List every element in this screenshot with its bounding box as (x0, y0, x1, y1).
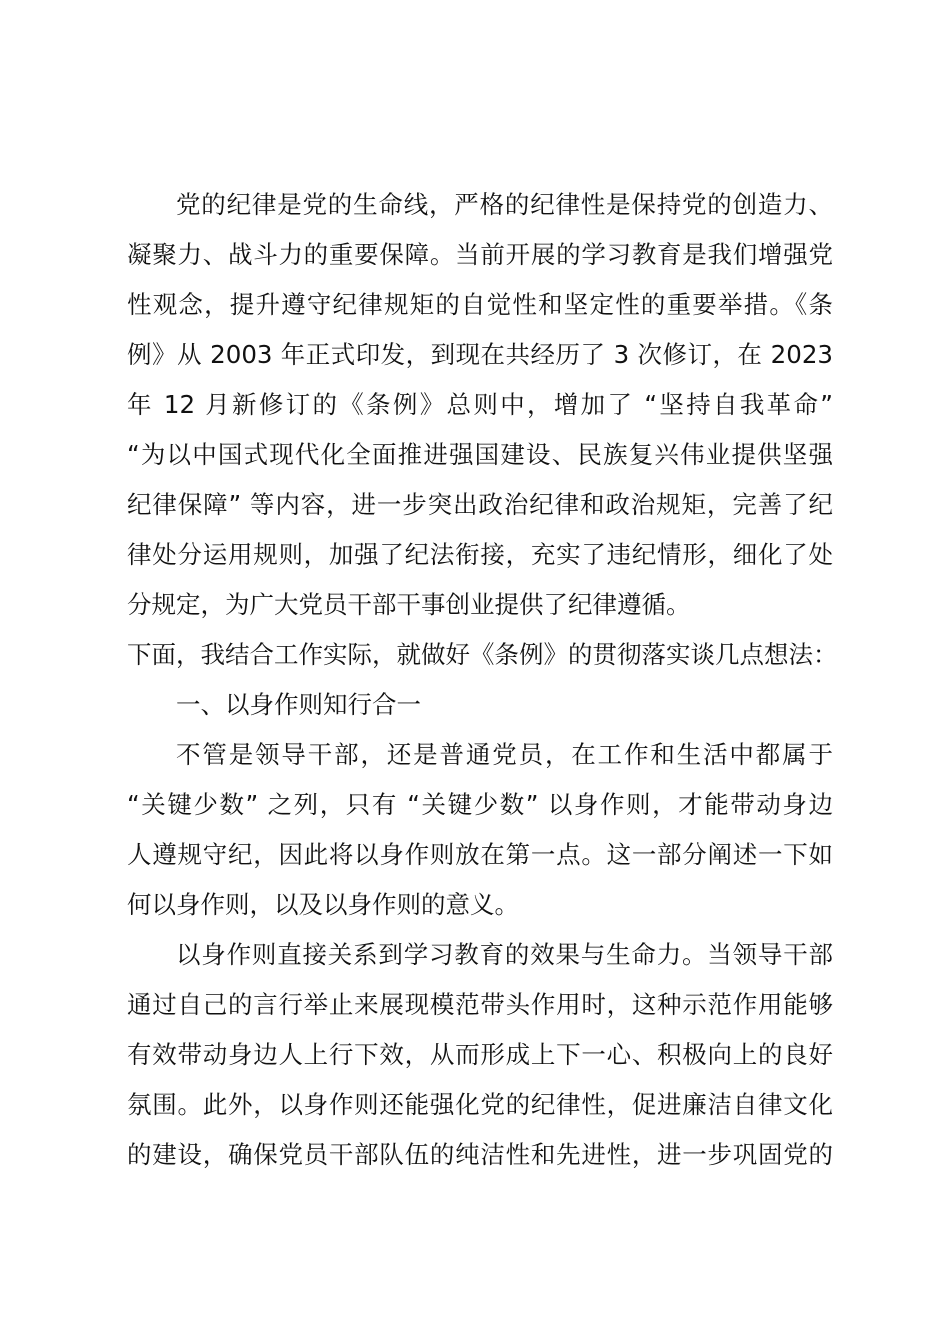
paragraph-line: 年 12 月新修订的《条例》总则中，增加了 “坚持自我革命” (127, 390, 833, 419)
paragraph-line: 党的纪律是党的生命线，严格的纪律性是保持党的创造力、 (176, 190, 833, 219)
paragraph-line: 的建设，确保党员干部队伍的纯洁性和先进性，进一步巩固党的 (127, 1140, 833, 1169)
paragraph-line: 例》从 2003 年正式印发，到现在共经历了 3 次修订，在 2023 (127, 340, 833, 369)
section-heading: 一、以身作则知行合一 (176, 690, 421, 719)
paragraph-line: 何以身作则，以及以身作则的意义。 (127, 890, 519, 919)
paragraph-line: “为以中国式现代化全面推进强国建设、民族复兴伟业提供坚强 (127, 440, 833, 469)
paragraph-line: “关键少数” 之列，只有 “关键少数” 以身作则，才能带动身边 (127, 790, 833, 819)
paragraph-line: 有效带动身边人上行下效，从而形成上下一心、积极向上的良好 (127, 1040, 833, 1069)
paragraph-line: 下面，我结合工作实际，就做好《条例》的贯彻落实谈几点想法： (127, 640, 838, 669)
paragraph-line: 纪律保障” 等内容，进一步突出政治纪律和政治规矩，完善了纪 (127, 490, 833, 519)
paragraph-line: 分规定，为广大党员干部干事创业提供了纪律遵循。 (127, 590, 691, 619)
document-body (127, 180, 838, 1180)
paragraph-line: 凝聚力、战斗力的重要保障。当前开展的学习教育是我们增强党 (127, 240, 833, 269)
paragraph-line: 通过自己的言行举止来展现模范带头作用时，这种示范作用能够 (127, 990, 833, 1019)
paragraph-line: 人遵规守纪，因此将以身作则放在第一点。这一部分阐述一下如 (127, 840, 833, 869)
paragraph-line: 以身作则直接关系到学习教育的效果与生命力。当领导干部 (176, 940, 833, 969)
paragraph-line: 氛围。此外，以身作则还能强化党的纪律性，促进廉洁自律文化 (127, 1090, 833, 1119)
paragraph-line: 律处分运用规则，加强了纪法衔接，充实了违纪情形，细化了处 (127, 540, 833, 569)
paragraph-line: 性观念，提升遵守纪律规矩的自觉性和坚定性的重要举措。《条 (127, 290, 833, 319)
paragraph-line: 不管是领导干部，还是普通党员，在工作和生活中都属于 (176, 740, 833, 769)
